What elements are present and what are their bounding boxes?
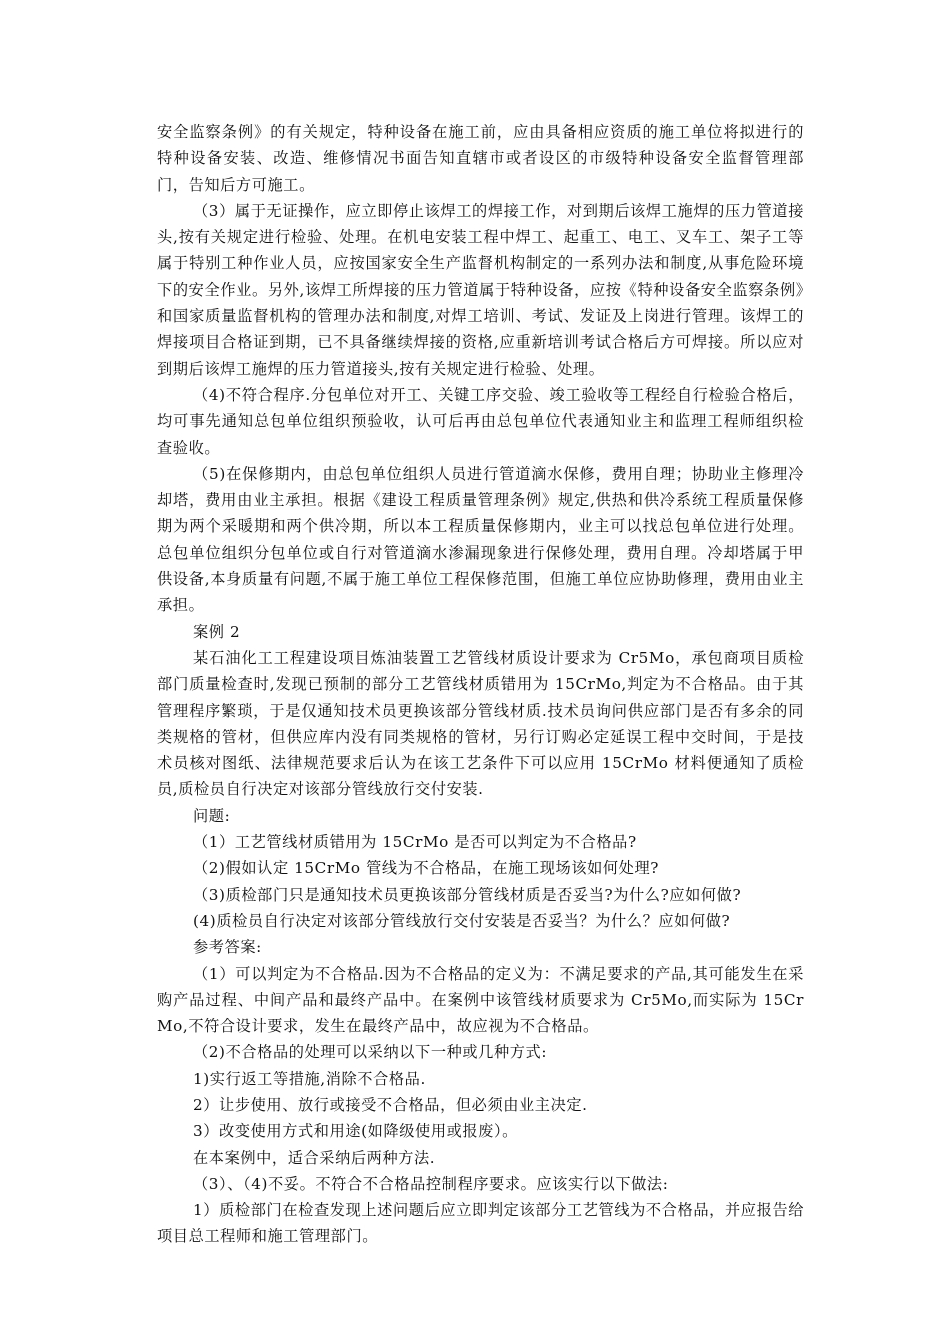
paragraph-answer-5: （5)在保修期内，由总包单位组织人员进行管道滴水保修，费用自理；协助业主修理冷却塔，费用由业主承担。根据《建设工程质量管理条例》规定,供热和供冷系统工程质量保修期为两个采暖期和两个供冷期，所以本工程质量保修期内，业主可以找总包单位进行处理。总包单位组织分包单位或自行对管道滴水渗漏现象进行保修处理，费用自理。冷却塔属于甲供设备,本身质量有问题,不属于施工单位工程保修范围，但施工单位应协助修理，费用由业主承担。 bbox=[157, 464, 804, 615]
answer-2: （2)不合格品的处理可以采纳以下一种或几种方式: bbox=[193, 1043, 548, 1062]
question-1: （1）工艺管线材质错用为 15CrMo 是否可以判定为不合格品? bbox=[193, 833, 637, 852]
answer-2-item-1: 1)实行返工等措施,消除不合格品. bbox=[193, 1069, 426, 1088]
answer-1: （1）可以判定为不合格品.因为不合格品的定义为：不满足要求的产品,其可能发生在采购产品过程、中间产品和最终产品中。在案例中该管线材质要求为 Cr5Mo,而实际为 15CrMo,不符合设计要求，发生在最终产品中，故应视为不合格品。 bbox=[157, 964, 804, 1036]
answer-2-item-3: 3）改变使用方式和用途(如降级使用或报废）。 bbox=[193, 1122, 518, 1141]
question-3: （3)质检部门只是通知技术员更换该部分管线材质是否妥当?为什么?应如何做? bbox=[193, 885, 742, 904]
reference-answer-heading: 参考答案: bbox=[193, 938, 262, 957]
answer-3-4-item-1: 1）质检部门在检查发现上述问题后应立即判定该部分工艺管线为不合格品，并应报告给项目总工程师和施工管理部门。 bbox=[157, 1201, 804, 1246]
case-heading: 案例 2 bbox=[193, 622, 241, 641]
paragraph-continuation: 安全监察条例》的有关规定，特种设备在施工前，应由具备相应资质的施工单位将拟进行的特种设备安装、改造、维修情况书面告知直辖市或者设区的市级特种设备安全监督管理部门，告知后方可施工。 bbox=[157, 123, 804, 194]
paragraph-answer-3: （3）属于无证操作，应立即停止该焊工的焊接工作，对到期后该焊工施焊的压力管道接头,按有关规定进行检验、处理。在机电安装工程中焊工、起重工、电工、叉车工、架子工等属于特别工种作业人员，应按国家安全生产监督机构制定的一系列办法和制度,从事危险环境下的安全作业。另外,该焊工所焊接的压力管道属于特种设备，应按《特种设备安全监察条例》和国家质量监督机构的管理办法和制度,对焊工培训、考试、发证及上岗进行管理。该焊工的焊接项目合格证到期，已不具备继续焊接的资格,应重新培训考试合格后方可焊接。所以应对到期后该焊工施焊的压力管道接头,按有关规定进行检验、处理。 bbox=[157, 201, 804, 378]
paragraph-answer-4: （4)不符合程序.分包单位对开工、关键工序交验、竣工验收等工程经自行检验合格后，均可事先通知总包单位组织预验收，认可后再由总包单位代表通知业主和监理工程师组织检查验收。 bbox=[157, 385, 804, 457]
question-4: (4)质检员自行决定对该部分管线放行交付安装是否妥当？为什么？应如何做? bbox=[193, 911, 731, 930]
questions-heading: 问题: bbox=[193, 806, 231, 825]
case-description: 某石油化工工程建设项目炼油装置工艺管线材质设计要求为 Cr5Mo，承包商项目质检部门质量检查时,发现已预制的部分工艺管线材质错用为 15CrMo,判定为不合格品。由于其管理程序繁琐，于是仅通知技术员更换该部分管线材质.技术员询问供应部门是否有多余的同类规格的管材，但供应库内没有同类规格的管材，另行订购必定延误工程中交时间，于是技术员核对图纸、法律规范要求后认为在该工艺条件下可以应用 15CrMo 材料便通知了质检员,质检员自行决定对该部分管线放行交付安装. bbox=[157, 648, 804, 799]
answer-2-item-2: 2）让步使用、放行或接受不合格品，但必须由业主决定. bbox=[193, 1095, 588, 1114]
answer-3-4: （3）、（4)不妥。不符合不合格品控制程序要求。应该实行以下做法: bbox=[193, 1174, 669, 1193]
answer-2-conclusion: 在本案例中，适合采纳后两种方法. bbox=[193, 1148, 436, 1167]
question-2: （2)假如认定 15CrMo 管线为不合格品，在施工现场该如何处理? bbox=[193, 859, 659, 878]
